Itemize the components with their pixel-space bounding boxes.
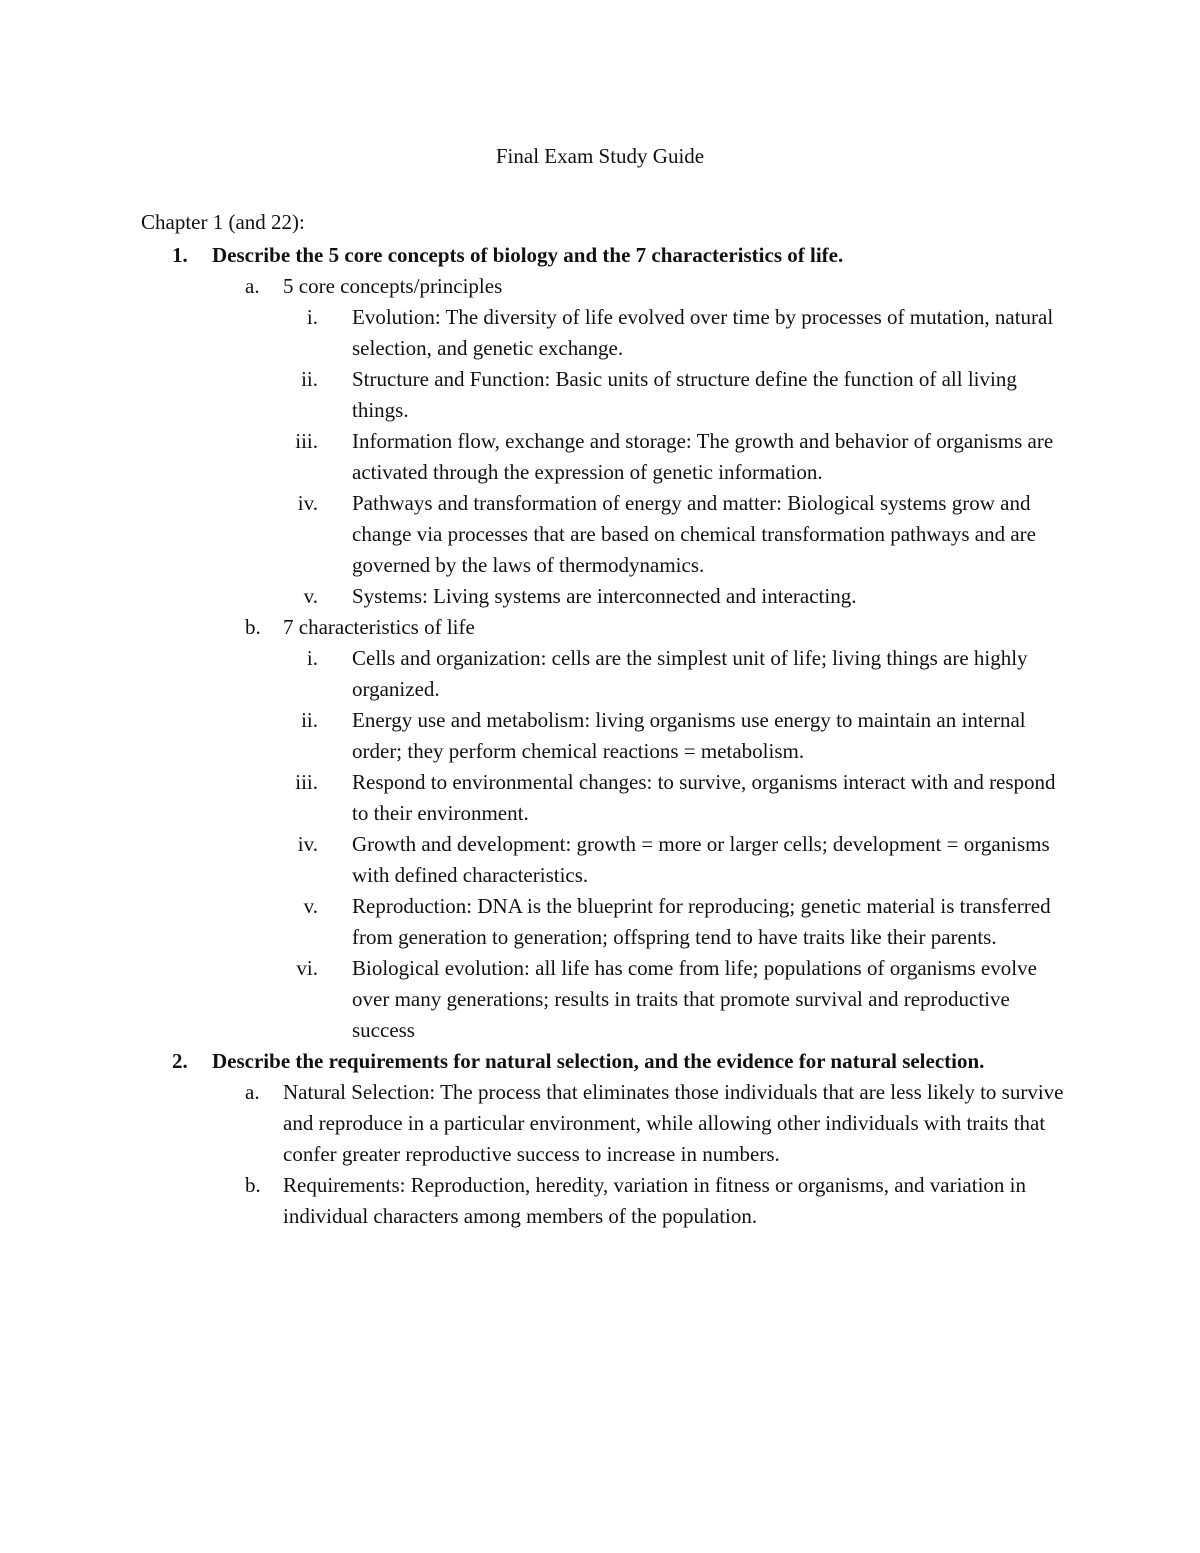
item-numeral: vi. <box>296 956 318 980</box>
part-text: 5 core concepts/principles <box>283 274 503 298</box>
part-letter: b. <box>245 1173 261 1197</box>
item-text: Pathways and transformation of energy and matter: Biological systems grow and change via processes that are based on chemical transformation pathways and are governed by the laws of thermodynamics. <box>352 491 1036 577</box>
question-2 <box>0 1046 1200 1077</box>
item-text: Growth and development: growth = more or larger cells; development = organisms with defined characteristics. <box>352 832 1050 887</box>
part-text: 7 characteristics of life <box>283 615 475 639</box>
item-text: Information flow, exchange and storage: The growth and behavior of organisms are activated through the expression of genetic information. <box>352 429 1054 484</box>
item-text: Structure and Function: Basic units of structure define the function of all living things. <box>352 367 1017 422</box>
list-item <box>0 364 1200 426</box>
list-item <box>0 891 1200 953</box>
question-number: 1. <box>172 243 188 267</box>
part-letter: b. <box>245 615 261 639</box>
list-item <box>0 767 1200 829</box>
question-2-part-b <box>0 1170 1200 1232</box>
list-item <box>0 643 1200 705</box>
item-numeral: i. <box>306 305 318 329</box>
part-text: Natural Selection: The process that eliminates those individuals that are less likely to survive and reproduce in a particular environment, while allowing other individuals with traits that confer greater reproductive success to increase in numbers. <box>283 1080 1064 1166</box>
page-title: Final Exam Study Guide <box>495 144 705 168</box>
list-item <box>0 426 1200 488</box>
question-number: 2. <box>172 1049 188 1073</box>
item-text: Evolution: The diversity of life evolved over time by processes of mutation, natural selection, and genetic exchange. <box>352 305 1054 360</box>
list-item <box>0 829 1200 891</box>
study-guide-content <box>0 240 1200 1232</box>
part-letter: a. <box>245 274 260 298</box>
item-text: Respond to environmental changes: to survive, organisms interact with and respond to their environment. <box>352 770 1056 825</box>
list-item <box>0 705 1200 767</box>
item-numeral: iv. <box>297 491 318 515</box>
question-1 <box>0 240 1200 271</box>
part-letter: a. <box>245 1080 260 1104</box>
item-numeral: v. <box>303 584 318 608</box>
question-2-part-a <box>0 1077 1200 1170</box>
item-numeral: i. <box>306 646 318 670</box>
list-item <box>0 953 1200 1046</box>
item-numeral: ii. <box>301 708 318 732</box>
question-text: Describe the requirements for natural selection, and the evidence for natural selection. <box>212 1049 985 1073</box>
item-text: Reproduction: DNA is the blueprint for reproducing; genetic material is transferred from generation to generation; offspring tend to have traits like their parents. <box>352 894 1051 949</box>
item-numeral: iii. <box>295 770 318 794</box>
question-1-part-b <box>0 612 1200 643</box>
item-numeral: ii. <box>301 367 318 391</box>
list-item <box>0 302 1200 364</box>
item-numeral: iii. <box>295 429 318 453</box>
item-text: Systems: Living systems are interconnected and interacting. <box>352 584 857 608</box>
chapter-heading: Chapter 1 (and 22): <box>141 210 305 234</box>
list-item <box>0 581 1200 612</box>
item-text: Energy use and metabolism: living organisms use energy to maintain an internal order; they perform chemical reactions = metabolism. <box>352 708 1026 763</box>
part-text: Requirements: Reproduction, heredity, variation in fitness or organisms, and variation in individual characters among members of the population. <box>283 1173 1027 1228</box>
item-numeral: v. <box>303 894 318 918</box>
list-item <box>0 488 1200 581</box>
item-numeral: iv. <box>297 832 318 856</box>
item-text: Cells and organization: cells are the simplest unit of life; living things are highly organized. <box>352 646 1028 701</box>
question-1-part-a <box>0 271 1200 302</box>
question-text: Describe the 5 core concepts of biology and the 7 characteristics of life. <box>212 243 844 267</box>
item-text: Biological evolution: all life has come from life; populations of organisms evolve over many generations; results in traits that promote survival and reproductive success <box>352 956 1037 1042</box>
